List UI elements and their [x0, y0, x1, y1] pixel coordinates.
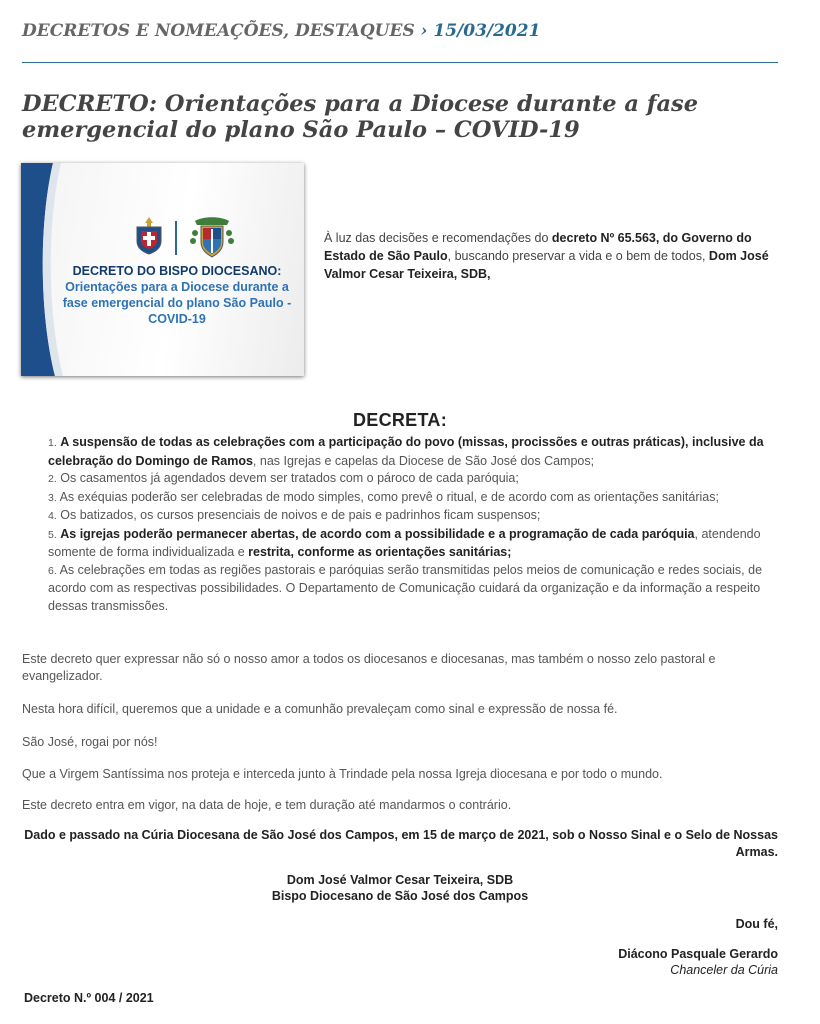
decree-item-6	[48, 562, 783, 616]
paragraph-virgem: Que a Virgem Santíssima nos proteja e interceda junto à Trindade pela nossa Igreja diocesana e por todo o mundo.	[22, 767, 663, 781]
diocese-coat-of-arms-icon	[131, 215, 167, 255]
hero-caption	[61, 263, 293, 327]
item-text: Os casamentos já agendados devem ser tratados com o pároco de cada paróquia;	[60, 471, 519, 485]
item-number: 4.	[48, 510, 57, 522]
chanceler-title: Chanceler da Cúria	[670, 963, 778, 977]
item-number: 2.	[48, 473, 57, 485]
paragraph-unity: Nesta hora difícil, queremos que a unidade e a comunhão prevaleçam como sinal e expressão de nossa fé.	[22, 702, 618, 716]
item-text: Os batizados, os cursos presenciais de noivos e de pais e padrinhos ficam suspensos;	[60, 508, 541, 522]
decree-items-list	[48, 434, 783, 615]
dado-e-passado: Dado e passado na Cúria Diocesana de São José dos Campos, em 15 de março de 2021, sob o Nosso Sinal e o Selo de Nossas Armas.	[24, 828, 778, 859]
paragraph-sao-jose: São José, rogai por nós!	[22, 735, 158, 749]
item-text: As celebrações em todas as regiões pastorais e paróquias serão transmitidas pelos meios de comunicação e redes sociais, de acordo com as respectivas possibilidades. O Departamento de Comunicação cuidará da organização e da informação a respeito dessas transmissões.	[48, 562, 763, 613]
item-number: 1.	[48, 437, 57, 449]
intro-text-1: À luz das decisões e recomendações do	[324, 231, 552, 245]
intro-paragraph	[324, 229, 774, 283]
decree-item-1	[48, 434, 783, 470]
intro-decree-reference: decreto Nº 65.563, do Governo do Estado de São Paulo	[324, 231, 752, 263]
decree-item-5	[48, 526, 783, 562]
item-number: 6.	[48, 564, 57, 577]
hero-caption-line2: Orientações para a Diocese durante a fase emergencial do plano São Paulo - COVID-19	[62, 280, 292, 326]
item-text: , nas Igrejas e capelas da Diocese de São José dos Campos;	[252, 453, 595, 468]
breadcrumb-categories-link[interactable]: DECRETOS E NOMEAÇÕES, DESTAQUES	[22, 21, 415, 41]
decree-item-4	[48, 507, 783, 526]
item-text: As exéquias poderão ser celebradas de modo simples, como prevê o ritual, e de acordo com as orientações sanitárias;	[59, 489, 719, 504]
item-bold-text: A suspensão de todas as celebrações com a participação do povo (missas, procissões e outras práticas), inclusive da celebração do Domingo de Ramos	[48, 435, 764, 468]
breadcrumb	[22, 21, 540, 41]
article-title: DECRETO: Orientações para a Diocese durante a fase emergencial do plano São Paulo – COVID-19	[22, 91, 699, 143]
bishop-title: Bispo Diocesano de São José dos Campos	[271, 889, 529, 903]
item-number: 5.	[48, 528, 57, 541]
dou-fe: Dou fé,	[735, 917, 778, 931]
item-text: , atendendo somente de forma individualizada e	[48, 526, 761, 559]
paragraph-love-zeal: Este decreto quer expressar não só o nosso amor a todos os diocesanos e diocesanas, mas também o nosso zelo pastoral e evangelizador.	[22, 652, 716, 683]
breadcrumb-separator: ›	[420, 21, 428, 41]
decree-item-3	[48, 489, 783, 508]
decreta-heading: DECRETA:	[352, 410, 448, 430]
decree-number: Decreto N.º 004 / 2021	[24, 991, 154, 1005]
intro-text-2: , buscando preservar a vida e o bem de todos,	[447, 249, 709, 263]
decree-item-2	[48, 470, 783, 489]
article-hero-image[interactable]	[21, 163, 304, 376]
item-bold-text: As igrejas poderão permanecer abertas, de acordo com a possibilidade e a programação de cada paróquia	[60, 526, 695, 541]
bishop-coat-of-arms-icon	[189, 215, 235, 259]
breadcrumb-date: 15/03/2021	[433, 21, 541, 41]
bishop-name: Dom José Valmor Cesar Teixeira, SDB	[286, 873, 514, 887]
intro-bishop-name: Dom José Valmor Cesar Teixeira, SDB,	[324, 249, 769, 281]
hero-caption-line1: DECRETO DO BISPO DIOCESANO:	[72, 264, 282, 278]
item-number: 3.	[48, 491, 57, 504]
item-bold-text-2: restrita, conforme as orientações sanitárias;	[248, 545, 512, 559]
crest-divider	[175, 221, 177, 255]
chanceler-name: Diácono Pasquale Gerardo	[618, 947, 778, 961]
paragraph-vigor: Este decreto entra em vigor, na data de hoje, e tem duração até mandarmos o contrário.	[22, 798, 512, 812]
header-divider	[22, 62, 778, 63]
